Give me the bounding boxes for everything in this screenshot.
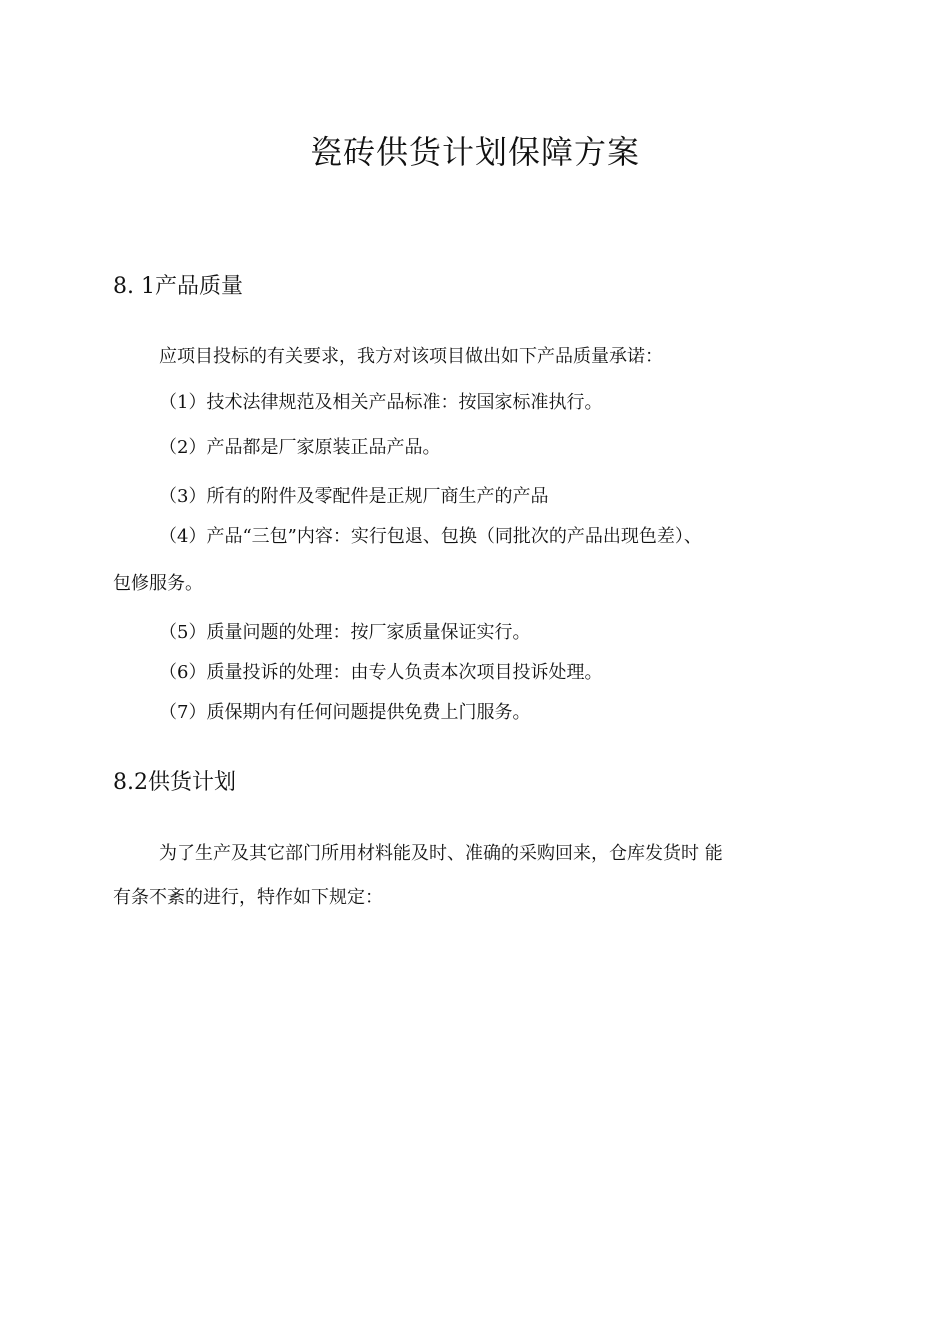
list-item: （3）所有的附件及零配件是正规厂商生产的产品: [159, 486, 549, 507]
list-item: （2）产品都是厂家原装正品产品。: [159, 437, 441, 458]
list-item: （4）产品“三包”内容：实行包退、包换（同批次的产品出现色差）、: [159, 526, 702, 547]
section1-intro: 应项目投标的有关要求，我方对该项目做出如下产品质量承诺：: [159, 346, 663, 367]
list-item: （6）质量投诉的处理：由专人负责本次项目投诉处理。: [159, 662, 603, 683]
section2-paragraph-line: 为了生产及其它部门所用材料能及时、准确的采购回来，仓库发货时 能: [159, 843, 723, 864]
section2-paragraph-line: 有条不紊的进行，特作如下规定：: [113, 887, 383, 908]
list-item: （1）技术法律规范及相关产品标准：按国家标准执行。: [159, 392, 603, 413]
list-item-continuation: 包修服务。: [113, 573, 203, 594]
document-title: 瓷砖供货计划保障方案: [309, 133, 640, 171]
section-heading-product-quality: 8. 1产品质量: [113, 274, 243, 299]
section-heading-supply-plan: 8.2供货计划: [113, 770, 236, 795]
list-item: （7）质保期内有任何问题提供免费上门服务。: [159, 702, 531, 723]
list-item: （5）质量问题的处理：按厂家质量保证实行。: [159, 622, 531, 643]
